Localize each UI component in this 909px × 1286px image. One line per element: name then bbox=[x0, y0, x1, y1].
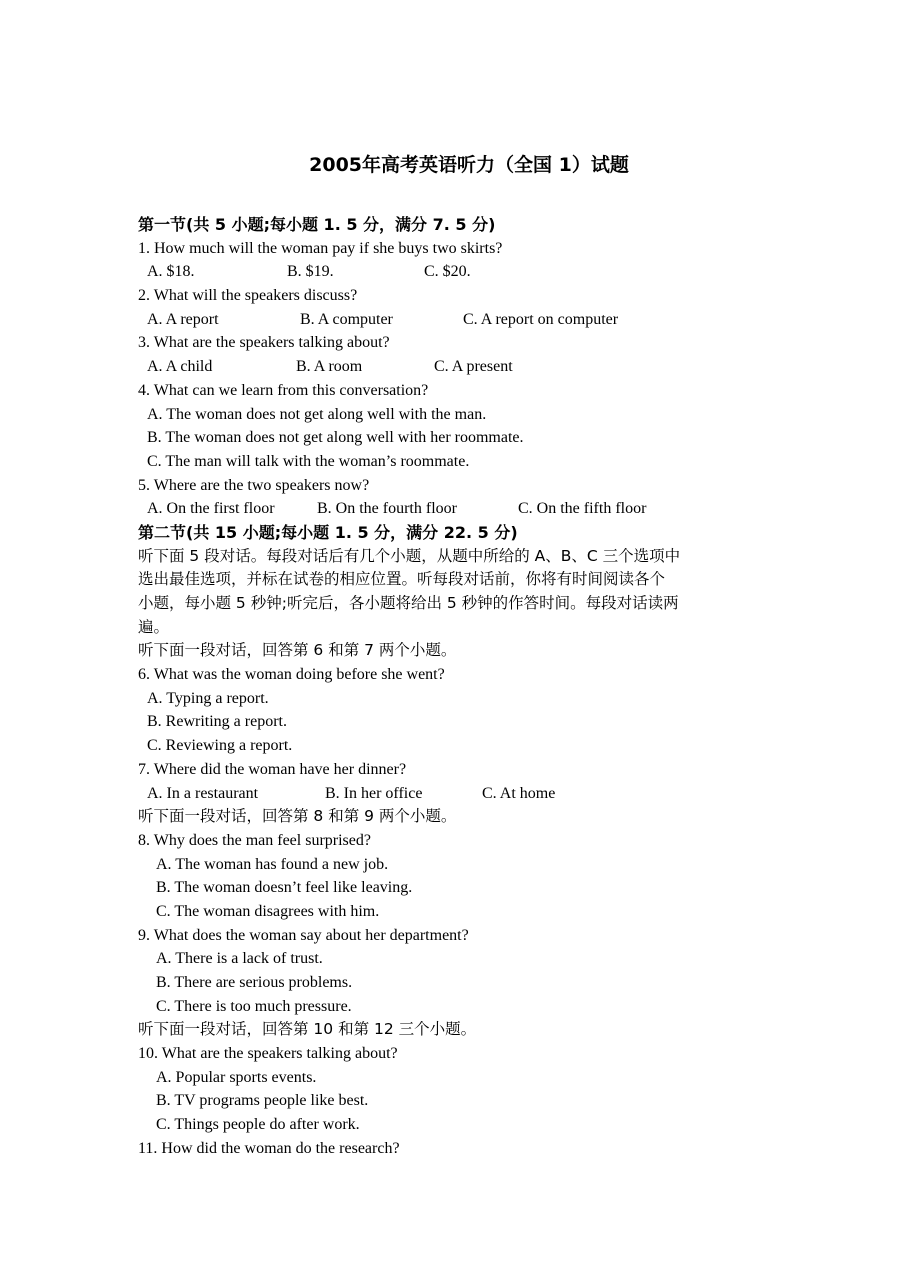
question-2-options bbox=[138, 308, 788, 332]
question-10: 10. What are the speakers talking about? bbox=[138, 1045, 398, 1063]
option-a: A. There is a lack of trust. bbox=[156, 950, 323, 968]
dialogue-intro-8-9: 听下面一段对话，回答第 8 和第 9 两个小题。 bbox=[138, 807, 457, 826]
dialogue-intro-10-12: 听下面一段对话，回答第 10 和第 12 三个小题。 bbox=[138, 1020, 477, 1039]
option-b: B. Rewriting a report. bbox=[147, 713, 287, 731]
option-a: A. $18. bbox=[147, 263, 195, 281]
option-a: A. Typing a report. bbox=[147, 689, 269, 707]
question-11: 11. How did the woman do the research? bbox=[138, 1139, 400, 1157]
option-a: A. A child bbox=[147, 358, 213, 376]
option-c: C. A present bbox=[434, 358, 513, 376]
question-1-options bbox=[138, 260, 788, 284]
option-c: C. $20. bbox=[424, 263, 471, 281]
option-b: B. A room bbox=[296, 358, 363, 376]
option-c: C. There is too much pressure. bbox=[156, 997, 352, 1015]
option-a: A. The woman does not get along well with the man. bbox=[147, 405, 487, 423]
option-b: B. A computer bbox=[300, 310, 393, 328]
option-b: B. In her office bbox=[325, 784, 423, 802]
question-3-options bbox=[138, 355, 788, 379]
option-a: A. On the first floor bbox=[147, 500, 275, 518]
option-b: B. The woman does not get along well with her roommate. bbox=[147, 429, 524, 447]
page-title: 2005年高考英语听力（全国 1）试题 bbox=[309, 154, 629, 176]
option-b: B. The woman doesn’t feel like leaving. bbox=[156, 879, 413, 897]
section1-heading: 第一节(共 5 小题;每小题 1. 5 分，满分 7. 5 分) bbox=[138, 215, 496, 234]
question-4: 4. What can we learn from this conversation? bbox=[138, 381, 429, 399]
option-a: A. A report bbox=[147, 310, 219, 328]
section2-heading: 第二节(共 15 小题;每小题 1. 5 分，满分 22. 5 分) bbox=[138, 522, 518, 542]
option-c: C. Things people do after work. bbox=[156, 1116, 360, 1134]
question-2: 2. What will the speakers discuss? bbox=[138, 287, 358, 305]
option-c: C. At home bbox=[482, 784, 556, 802]
question-7: 7. Where did the woman have her dinner? bbox=[138, 760, 407, 778]
question-6: 6. What was the woman doing before she went? bbox=[138, 666, 445, 684]
option-c: C. Reviewing a report. bbox=[147, 737, 293, 755]
question-5: 5. Where are the two speakers now? bbox=[138, 476, 370, 494]
instructions-line-1: 听下面 5 段对话。每段对话后有几个小题，从题中所给的 A、B、C 三个选项中 bbox=[138, 546, 681, 565]
option-a: A. The woman has found a new job. bbox=[156, 855, 389, 873]
instructions-line-4: 遍。 bbox=[138, 617, 170, 636]
exam-page bbox=[138, 150, 788, 1161]
question-9: 9. What does the woman say about her department? bbox=[138, 926, 469, 944]
option-c: C. A report on computer bbox=[463, 310, 619, 328]
option-c: C. The woman disagrees with him. bbox=[156, 902, 380, 920]
question-3: 3. What are the speakers talking about? bbox=[138, 334, 390, 352]
dialogue-intro-6-7: 听下面一段对话，回答第 6 和第 7 两个小题。 bbox=[138, 641, 457, 660]
option-c: C. On the fifth floor bbox=[518, 500, 647, 518]
option-b: B. $19. bbox=[287, 263, 334, 281]
option-a: A. In a restaurant bbox=[147, 784, 259, 802]
option-a: A. Popular sports events. bbox=[156, 1068, 317, 1086]
question-7-options bbox=[138, 782, 788, 806]
question-8: 8. Why does the man feel surprised? bbox=[138, 831, 371, 849]
question-5-options bbox=[138, 497, 788, 521]
instructions-line-3: 小题，每小题 5 秒钟;听完后，各小题将给出 5 秒钟的作答时间。每段对话读两 bbox=[138, 594, 679, 612]
option-b: B. TV programs people like best. bbox=[156, 1092, 369, 1110]
question-1: 1. How much will the woman pay if she buys two skirts? bbox=[138, 239, 503, 257]
instructions-line-2: 选出最佳选项，并标在试卷的相应位置。听每段对话前，你将有时间阅读各个 bbox=[138, 570, 666, 589]
option-b: B. On the fourth floor bbox=[317, 500, 457, 518]
option-c: C. The man will talk with the woman’s roommate. bbox=[147, 452, 470, 470]
option-b: B. There are serious problems. bbox=[156, 974, 353, 991]
